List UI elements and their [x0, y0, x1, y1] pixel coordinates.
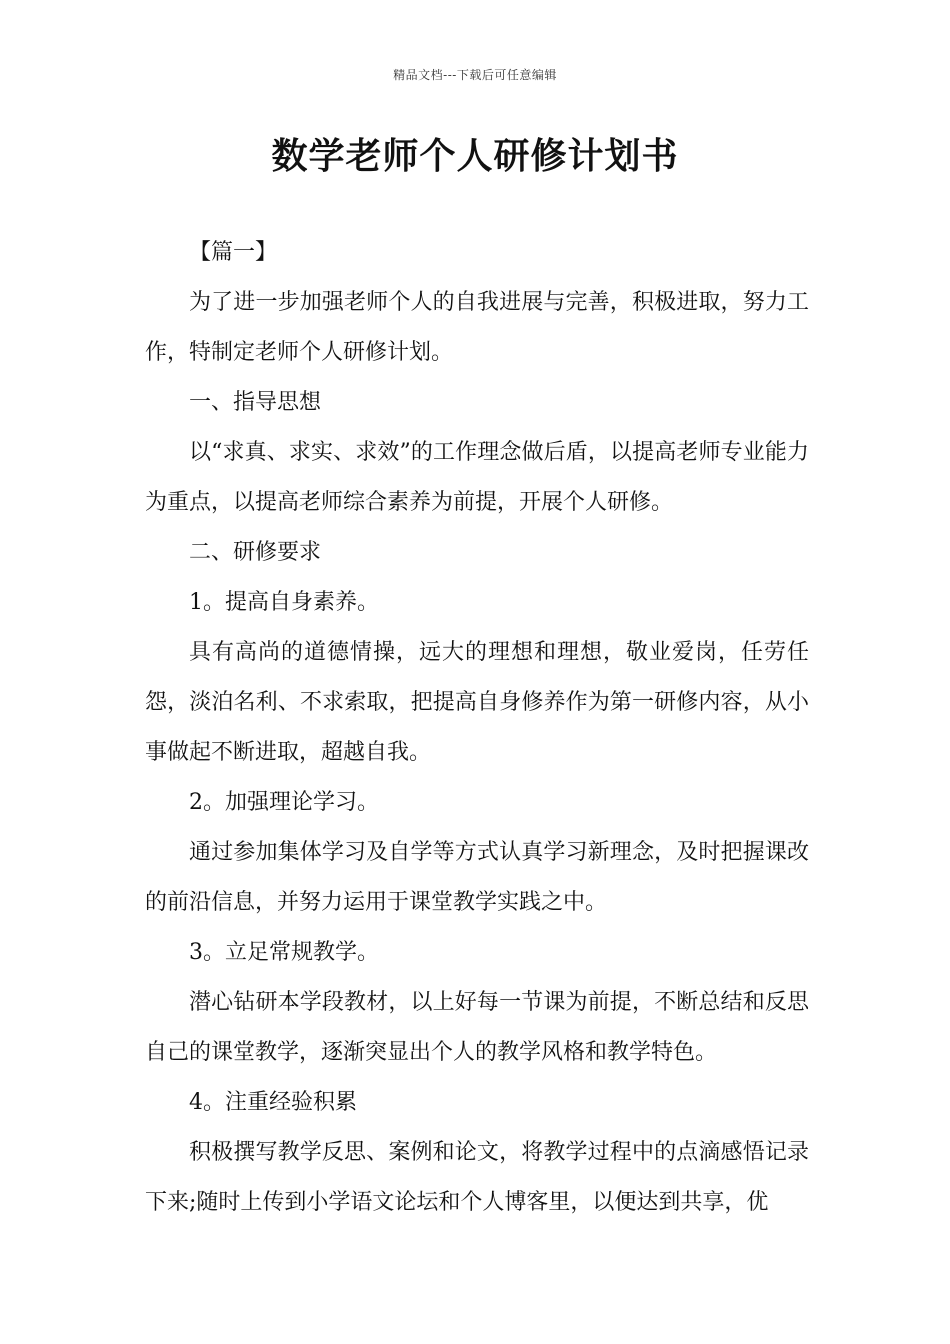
requirement-heading-3: 3。立足常规教学。 [189, 940, 379, 965]
intro-paragraph: 为了进一步加强老师个人的自我进展与完善，积极进取，努力工作，特制定老师个人研修计划。 [145, 290, 809, 365]
section-heading-requirements: 二、研修要求 [189, 540, 322, 565]
document-title: 数学老师个人研修计划书 [271, 135, 679, 177]
requirement-heading-2: 2。加强理论学习。 [189, 790, 379, 815]
requirement-paragraph-1: 具有高尚的道德情操，远大的理想和理想，敬业爱岗，任劳任怨，淡泊名利、不求索取，把提高自身修养作为第一研修内容，从小事做起不断进取，超越自我。 [145, 640, 809, 765]
part-heading: 【篇一】 [189, 240, 278, 265]
requirement-paragraph-2: 通过参加集体学习及自学等方式认真学习新理念，及时把握课改的前沿信息，并努力运用于课堂教学实践之中。 [145, 840, 809, 915]
page-header-note: 精品文档---下载后可任意编辑 [393, 68, 557, 82]
document-body [145, 228, 809, 1228]
guiding-thought-paragraph: 以“求真、求实、求效”的工作理念做后盾，以提高老师专业能力为重点，以提高老师综合素养为前提，开展个人研修。 [145, 440, 809, 515]
requirement-paragraph-3: 潜心钻研本学段教材，以上好每一节课为前提，不断总结和反思自己的课堂教学，逐渐突显出个人的教学风格和教学特色。 [145, 990, 809, 1065]
requirement-paragraph-4: 积极撰写教学反思、案例和论文，将教学过程中的点滴感悟记录下来;随时上传到小学语文论坛和个人博客里，以便达到共享，优 [145, 1140, 809, 1215]
section-heading-guiding-thought: 一、指导思想 [189, 390, 322, 415]
requirement-heading-1: 1。提高自身素养。 [189, 590, 379, 615]
requirement-heading-4: 4。注重经验积累 [189, 1090, 357, 1115]
